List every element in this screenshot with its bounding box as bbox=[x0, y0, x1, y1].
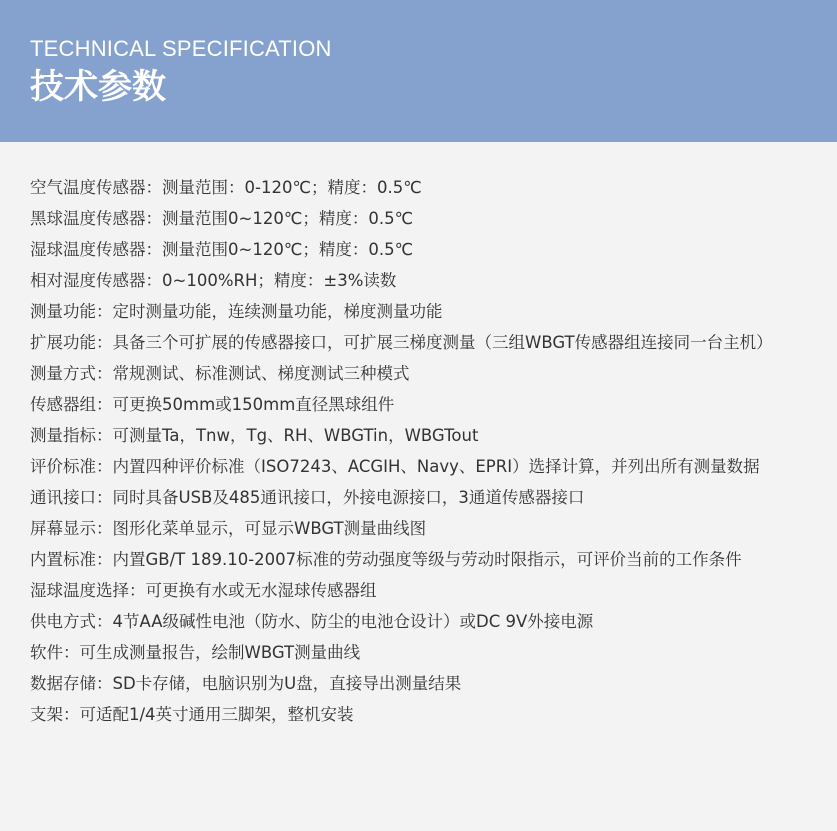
header-banner bbox=[0, 0, 837, 142]
spec-expansion-functions: 扩展功能：具备三个可扩展的传感器接口，可扩展三梯度测量（三组WBGT传感器组连接同一台主机） bbox=[30, 333, 773, 352]
header-title-zh: 技术参数 bbox=[30, 67, 166, 107]
spec-wet-bulb-sensor: 湿球温度传感器：测量范围0~120℃；精度：0.5℃ bbox=[30, 240, 414, 259]
spec-tripod-mount: 支架：可适配1/4英寸通用三脚架，整机安装 bbox=[30, 705, 354, 724]
spec-measurement-functions: 测量功能：定时测量功能，连续测量功能，梯度测量功能 bbox=[30, 302, 443, 321]
spec-measurement-indicators: 测量指标：可测量Ta，Tnw，Tg、RH、WBGTin，WBGTout bbox=[30, 426, 479, 445]
header-title-en: TECHNICAL SPECIFICATION bbox=[30, 36, 332, 61]
spec-communication-interfaces: 通讯接口：同时具备USB及485通讯接口，外接电源接口，3通道传感器接口 bbox=[30, 488, 585, 507]
spec-sensor-group: 传感器组：可更换50mm或150mm直径黑球组件 bbox=[30, 395, 395, 414]
spec-wet-bulb-selection: 湿球温度选择：可更换有水或无水湿球传感器组 bbox=[30, 581, 377, 600]
spec-data-storage: 数据存储：SD卡存储，电脑识别为U盘，直接导出测量结果 bbox=[30, 674, 462, 693]
spec-power-supply: 供电方式：4节AA级碱性电池（防水、防尘的电池仓设计）或DC 9V外接电源 bbox=[30, 612, 594, 631]
spec-screen-display: 屏幕显示：图形化菜单显示，可显示WBGT测量曲线图 bbox=[30, 519, 427, 538]
spec-built-in-standard: 内置标准：内置GB/T 189.10-2007标准的劳动强度等级与劳动时限指示，可评价当前的工作条件 bbox=[30, 550, 742, 569]
spec-list bbox=[30, 172, 810, 730]
spec-evaluation-standards: 评价标准：内置四种评价标准（ISO7243、ACGIH、Navy、EPRI）选择计算，并列出所有测量数据 bbox=[30, 457, 760, 476]
spec-air-temperature-sensor: 空气温度传感器：测量范围：0-120℃；精度：0.5℃ bbox=[30, 178, 422, 197]
spec-software: 软件：可生成测量报告，绘制WBGT测量曲线 bbox=[30, 643, 361, 662]
spec-humidity-sensor: 相对湿度传感器：0~100%RH；精度：±3%读数 bbox=[30, 271, 397, 290]
spec-measurement-modes: 测量方式：常规测试、标准测试、梯度测试三种模式 bbox=[30, 364, 410, 383]
spec-black-globe-sensor: 黑球温度传感器：测量范围0~120℃；精度：0.5℃ bbox=[30, 209, 414, 228]
